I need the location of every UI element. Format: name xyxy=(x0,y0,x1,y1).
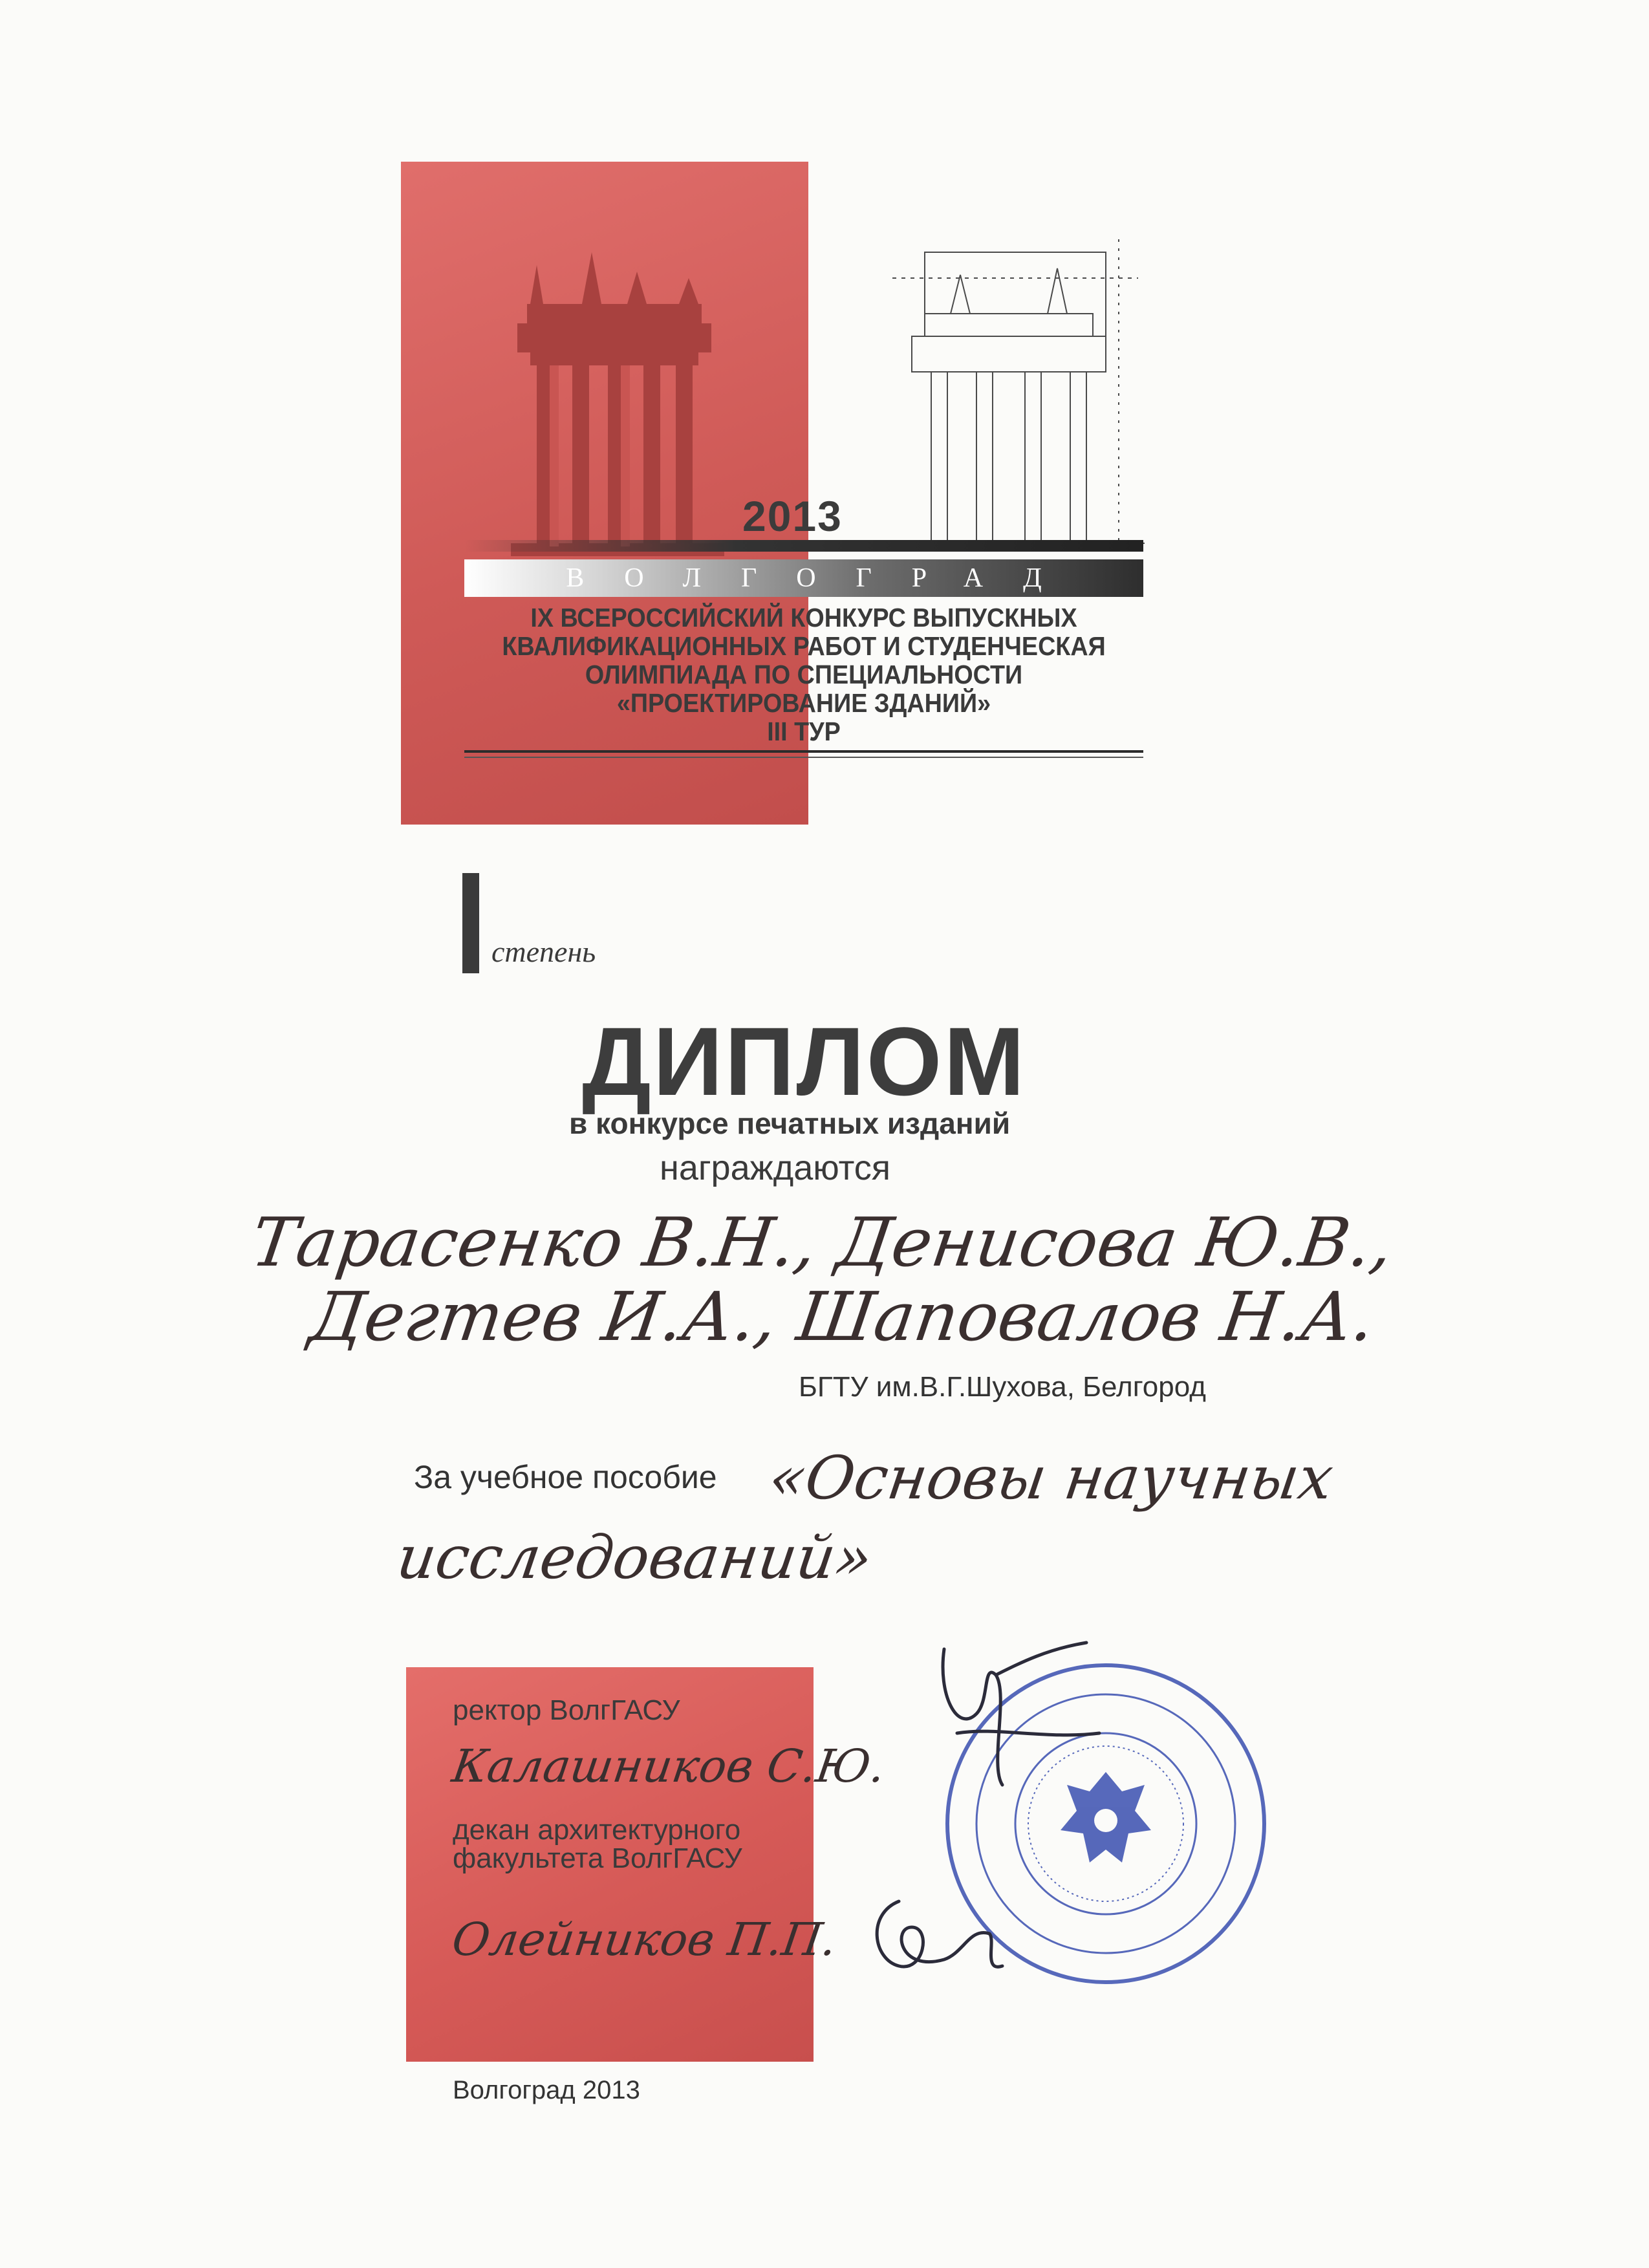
title-rule-thin xyxy=(464,757,1143,758)
year-label: 2013 xyxy=(742,492,843,540)
book-title-line-1: «Основы научных xyxy=(764,1443,1337,1513)
rector-signature xyxy=(918,1636,1112,1791)
title-line-1: IX ВСЕРОССИЙСКИЙ КОНКУРС ВЫПУСКНЫХ xyxy=(530,603,1077,632)
awardee-names-line-2: Дегтев И.А., Шаповалов Н.А. xyxy=(305,1277,1380,1356)
degree-numeral-i xyxy=(462,873,479,973)
colonnade-sketch-illustration xyxy=(886,239,1145,556)
diploma-title: ДИПЛОМ xyxy=(582,1007,1027,1116)
rector-role: ректор ВолгГАСУ xyxy=(453,1694,680,1726)
dean-role-line-2: факультета ВолгГАСУ xyxy=(453,1842,742,1874)
competition-title xyxy=(491,603,1116,746)
rector-name: Калашников С.Ю. xyxy=(449,1740,889,1793)
dean-role-line-1: декан архитектурного xyxy=(453,1814,741,1846)
dean-name: Олейников П.П. xyxy=(449,1913,840,1966)
title-line-5: III ТУР xyxy=(767,717,841,746)
dean-role xyxy=(453,1816,742,1873)
title-line-3: ОЛИМПИАДА ПО СПЕЦИАЛЬНОСТИ xyxy=(585,660,1023,689)
contest-line: в конкурсе печатных изданий xyxy=(569,1107,1011,1140)
title-line-4: «ПРОЕКТИРОВАНИЕ ЗДАНИЙ» xyxy=(616,688,991,718)
degree-word: степень xyxy=(491,935,596,968)
footer-place-year: Волгоград 2013 xyxy=(453,2076,640,2104)
awarded-line: награждаются xyxy=(660,1149,890,1187)
for-label: За учебное пособие xyxy=(414,1459,717,1495)
title-line-2: КВАЛИФИКАЦИОННЫХ РАБОТ И СТУДЕНЧЕСКАЯ xyxy=(502,631,1106,661)
dean-signature xyxy=(860,1888,1009,1985)
city-band-shadow xyxy=(464,540,1143,552)
colonnade-red-illustration xyxy=(511,239,724,556)
affiliation: БГТУ им.В.Г.Шухова, Белгород xyxy=(799,1371,1206,1403)
awardee-names-line-1: Тарасенко В.Н., Денисова Ю.В., xyxy=(246,1203,1398,1282)
city-label: ВОЛГОГРАД xyxy=(566,563,1082,593)
title-rule xyxy=(464,750,1143,753)
book-title-line-2: исследований» xyxy=(393,1523,877,1592)
